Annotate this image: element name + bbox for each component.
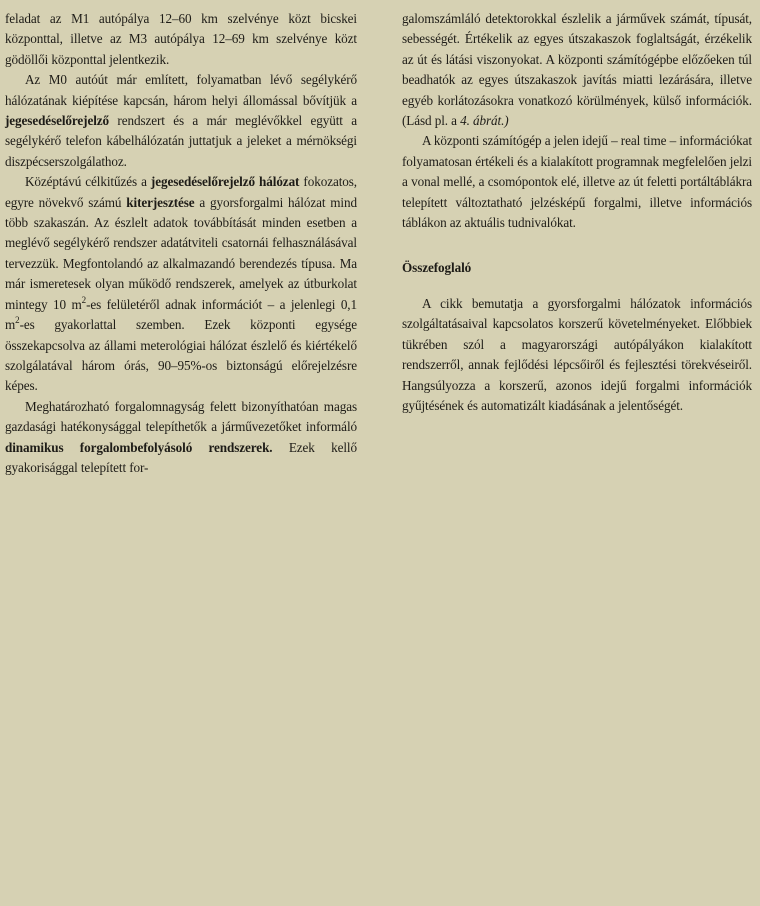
figure-reference: 4. ábrát.) <box>460 113 509 129</box>
right-column <box>402 9 752 416</box>
text-run: -es gyakorlattal szemben. Ezek központi egysége összekapcsolva az állami meterológiai hálózat észlelő és kiértékelő szolgálatával három órás, 90–95%-os biztonságú előrejelzésre képes. <box>5 317 357 394</box>
right-paragraph-1 <box>402 9 752 131</box>
text-run: Meghatározható forgalomnagyság felett bizonyíthatóan magas gazdasági hatékonysággal telepíthetők a járművezetőket informáló <box>5 398 357 435</box>
text-run: rendszert és a már meglévőkkel együtt a segélykérő telefon kábelhálózatán juttatjuk a jeleket a mérnökségi diszpécserszolgálathoz. <box>5 113 357 169</box>
bold-term: kiterjesztése <box>126 194 195 210</box>
text-run: fokozatos, egyre növekvő számú <box>5 174 357 210</box>
bold-term: jegesedéselőrejelző <box>5 113 110 129</box>
text-run: a gyorsforgalmi hálózat mind több szakaszán. Az észlelt adatok továbbítását minden esetben a meglévő segélykérő rendszer adatátviteli csatornái felhasználásával tervezzük. Megfontolandó az alkalmazandó berendezés típusa. Ma már ismeretesek olyan működő rendszerek, amelyek az útburkolat mintegy 10 m <box>5 194 357 312</box>
left-paragraph-3 <box>5 172 357 396</box>
text-run: -es felületéről adnak információt – a jelenlegi 0,1 m <box>5 296 357 333</box>
superscript: 2 <box>15 315 20 326</box>
left-paragraph-2 <box>5 70 357 172</box>
text-run: Az M0 autóút már említett, folyamatban lévő segélykérő hálózatának kiépítése kapcsán, három helyi állomással bővítjük a <box>5 72 357 108</box>
bold-term: jegesedéselőrejelző hálózat <box>150 174 300 190</box>
section-heading: Összefoglaló <box>402 260 472 276</box>
summary-paragraph: A cikk bemutatja a gyorsforgalmi hálózatok információs szolgáltatásaival kapcsolatos korszerű követelményeket. Előbbiek tükrében szól a magyarországi autópályákon kialakított rendszerről, annak fejlődési lépcsőiről és fejlesztési törekvéseiről. Hangsúlyozza a korszerű, azonos idejű forgalmi információk gyűjtésének és automatizált kiadásának a jelentőségét. <box>402 295 752 413</box>
superscript: 2 <box>81 294 87 305</box>
text-run: galomszámláló detektorokkal észlelik a járművek számát, típusát, sebességét. Értékelik az egyes útszakaszok foglaltságát, érzékelik az út és látási viszonyokat. A központi számítógépbe előzőeken túl beadhatók az egyes útszakaszok javítás miatti lezárására, illetve egyéb korlátozásokra vonatkozó körülmények, külső információk. (Lásd pl. a <box>402 11 752 129</box>
left-column <box>5 9 357 478</box>
left-paragraph-4 <box>5 397 357 479</box>
right-paragraph-2: A központi számítógép a jelen idejű – real time – információkat folyamatosan értékeli és a kialakított programnak megfelelően jelzi a vonal mellé, a csomópontok elé, illetve az út feletti portáltáblákra telepített változtatható jelzésképű forgalmi, illetve információs táblákon az aktuális tudnivalókat. <box>402 133 752 231</box>
bold-term: dinamikus forgalombefolyásoló rendszerek. <box>5 439 273 455</box>
left-paragraph-1: feladat az M1 autópálya 12–60 km szelvénye közt bicskei központtal, illetve az M3 autópálya 12–69 km szelvénye közt gödöllői központtal jelentkezik. <box>5 11 357 67</box>
text-run: Középtávú célkitűzés a <box>25 174 151 190</box>
text-run: Ezek kellő gyakorisággal telepített for- <box>5 439 357 475</box>
